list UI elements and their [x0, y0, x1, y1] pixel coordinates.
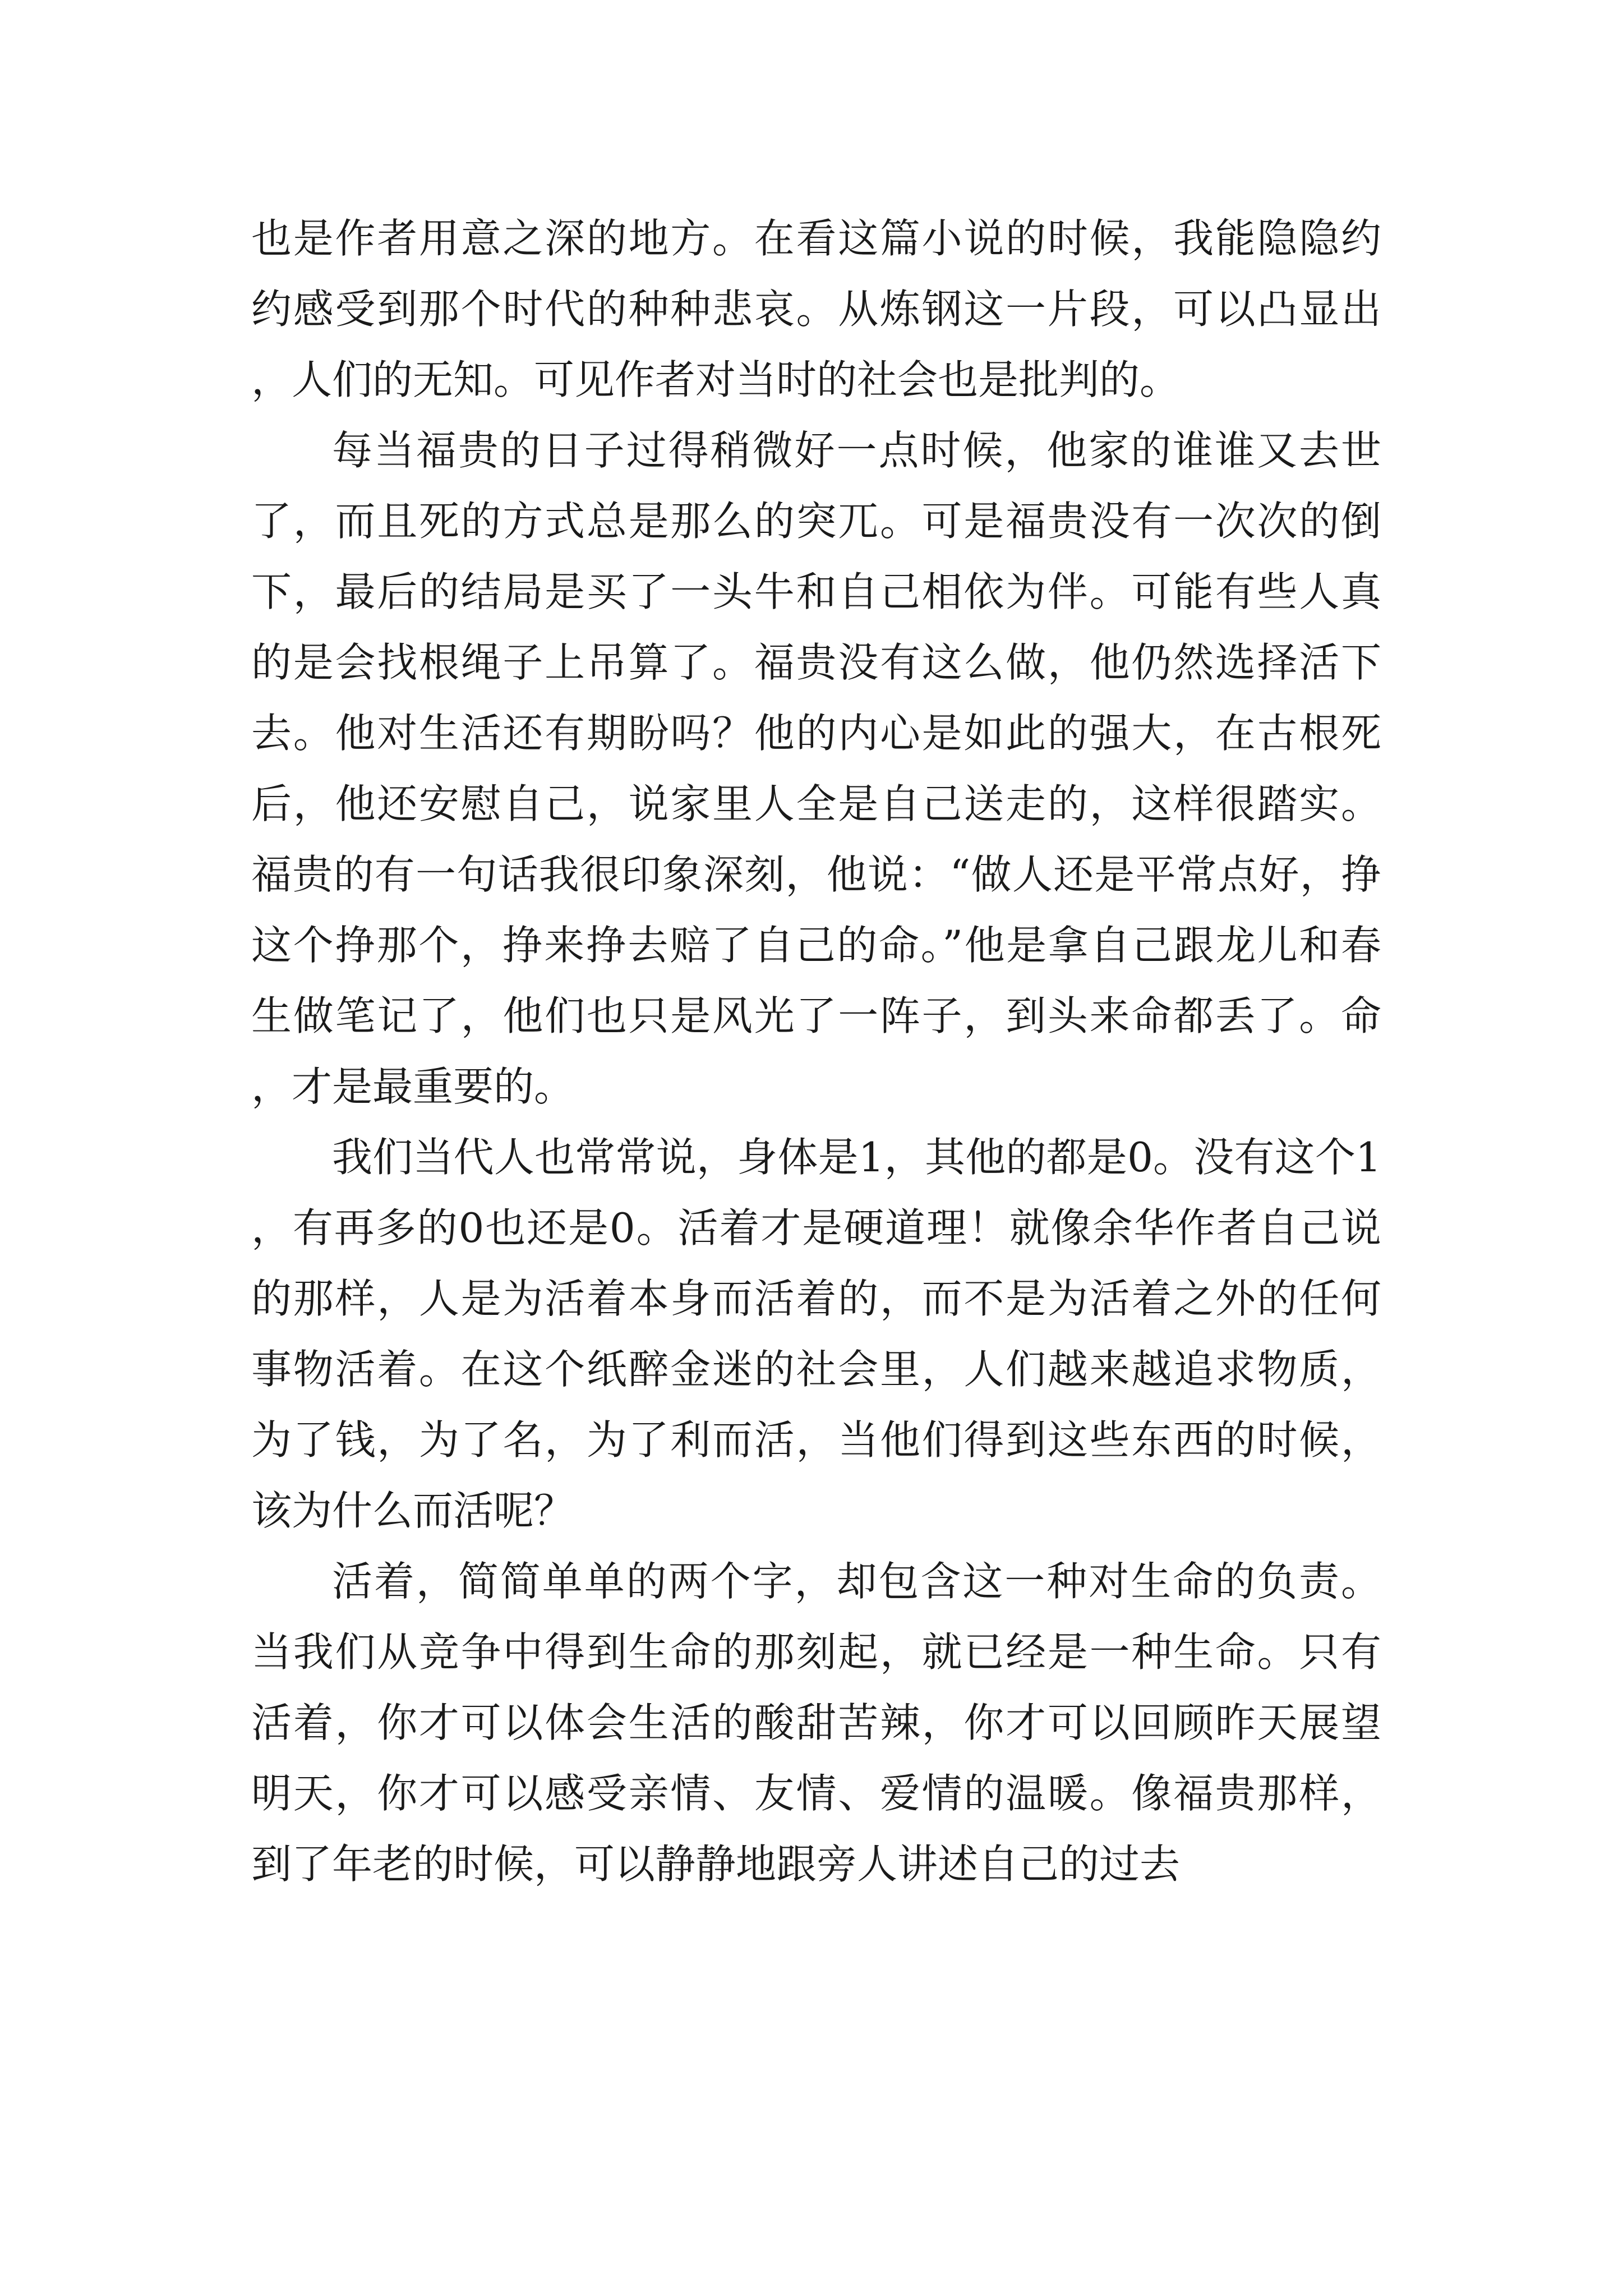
paragraph-2: 每当福贵的日子过得稍微好一点时候，他家的谁谁又去世了，而且死的方式总是那么的突兀。可是福贵没有一次次的倒下，最后的结局是买了一头牛和自己相依为伴。可能有些人真的是会找根绳子上吊算了。福贵没有这么做，他仍然选择活下去。他对生活还有期盼吗？他的内心是如此的强大，在古根死后，他还安慰自己，说家里人全是自己送走的，这样很踏实。福贵的有一句话我很印象深刻，他说：“做人还是平常点好，挣这个挣那个，挣来挣去赔了自己的命。”他是拿自己跟龙儿和春生做笔记了，他们也只是风光了一阵子，到头来命都丢了。命，才是最重要的。: [251, 427, 1381, 1110]
body-text: [251, 203, 1381, 1899]
paragraph-4: 活着，简简单单的两个字，却包含这一种对生命的负责。当我们从竞争中得到生命的那刻起，就已经是一种生命。只有活着，你才可以体会生活的酸甜苦辣，你才可以回顾昨天展望明天，你才可以感受亲情、友情、爱情的温暖。像福贵那样，到了年老的时候，可以静静地跟旁人讲述自己的过去: [251, 1558, 1381, 1888]
paragraph-1: 也是作者用意之深的地方。在看这篇小说的时候，我能隐隐约约感受到那个时代的种种悲哀。从炼钢这一片段，可以凸显出，人们的无知。可见作者对当时的社会也是批判的。: [251, 215, 1381, 403]
paragraph-3: 我们当代人也常常说，身体是1，其他的都是0。没有这个1，有再多的0也还是0。活着才是硬道理！就像余华作者自己说的那样，人是为活着本身而活着的，而不是为活着之外的任何事物活着。在这个纸醉金迷的社会里，人们越来越追求物质，为了钱，为了名，为了利而活，当他们得到这些东西的时候，该为什么而活呢？: [251, 1134, 1381, 1534]
